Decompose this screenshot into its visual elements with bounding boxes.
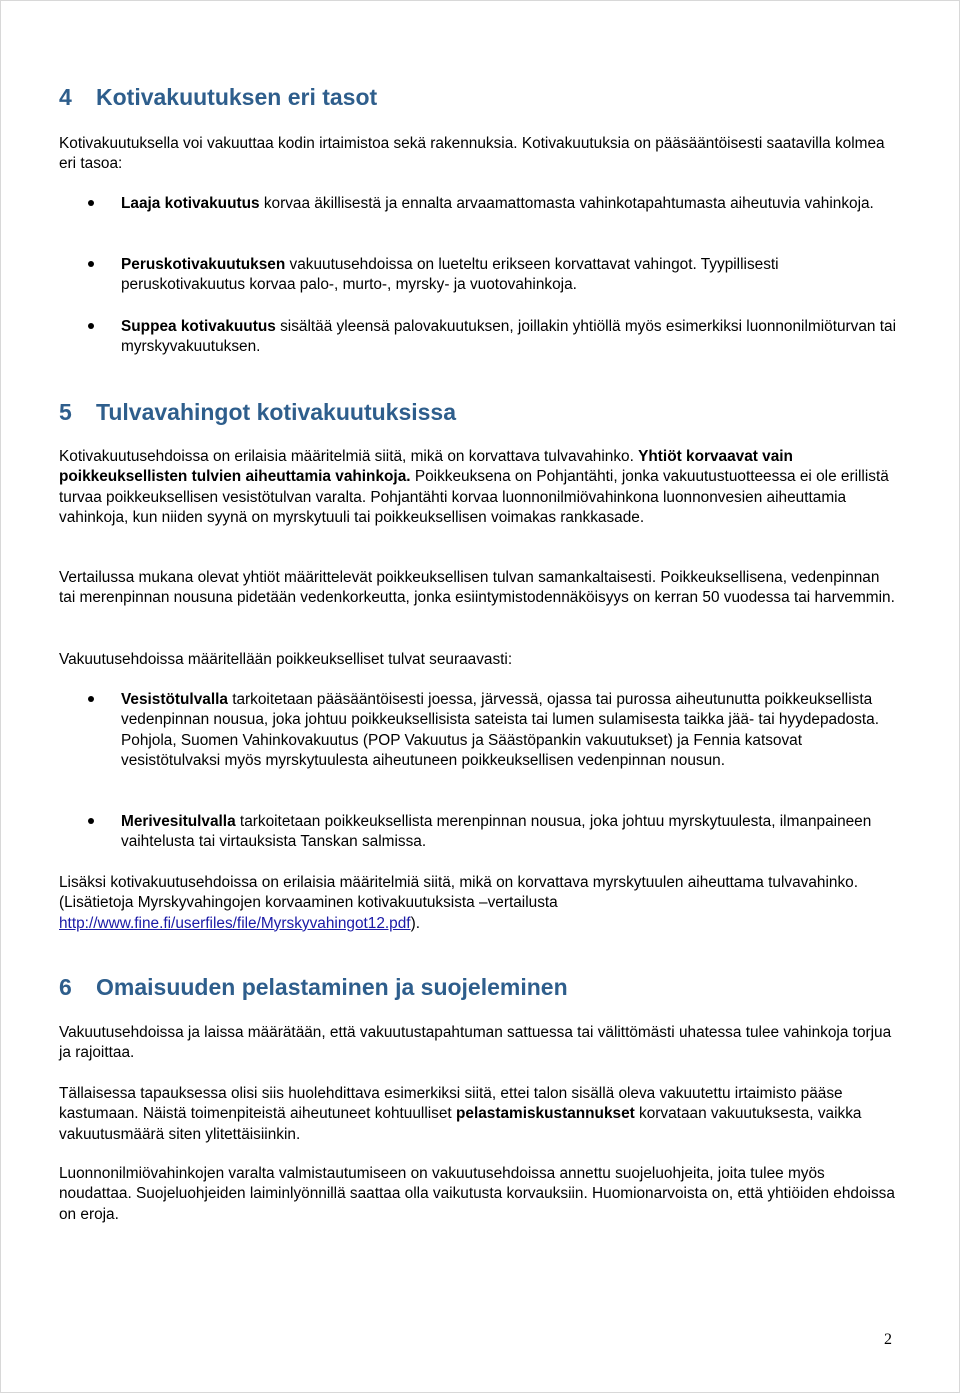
text: Kotivakuutusehdoissa on erilaisia määritelmiä siitä, mikä on korvattava tulvavahinko. (59, 448, 639, 465)
text: korvataan vakuutuksesta, vaikka vakuutusmäärä siten ylitettäisiinkin. (59, 1105, 862, 1143)
section-number: 5 (59, 399, 72, 425)
bullet-icon (88, 696, 94, 702)
section-6-heading (59, 974, 568, 1001)
section-6-paragraph-2 (59, 1084, 897, 1145)
page-number: 2 (884, 1331, 892, 1348)
term: Vesistötulvalla (121, 691, 228, 708)
text: Tällaisessa tapauksessa olisi siis huolehdittava esimerkiksi siitä, ettei talon sisällä oleva vakuutettu irtaimisto pääse kastumaan. Näistä toimenpiteistä aiheutuneet kohtuulliset (59, 1085, 843, 1123)
section-5-paragraph-1 (59, 447, 897, 528)
bullet-icon (88, 200, 94, 206)
list-item-text: korvaa äkillisestä ja ennalta arvaamattomasta vahinkotapahtumasta aiheutuvia vahinkoja. (259, 195, 874, 212)
section-number: 4 (59, 84, 72, 110)
section-4-heading (59, 84, 377, 111)
section-title: Omaisuuden pelastaminen ja suojeleminen (96, 974, 568, 1000)
section-5-paragraph-3: Vakuutusehdoissa määritellään poikkeukselliset tulvat seuraavasti: (59, 651, 513, 668)
list-item-text: vakuutusehdoissa on lueteltu erikseen korvattavat vahingot. Tyypillisesti peruskotivakuutus korvaa palo-, murto-, myrsky- ja vuotovahinkoja. (121, 256, 779, 294)
bullet-icon (88, 323, 94, 329)
list-item-suppea (59, 317, 897, 358)
term: Laaja kotivakuutus (121, 195, 260, 212)
section-number: 6 (59, 974, 72, 1000)
list-item-text: tarkoitetaan pääsääntöisesti joessa, järvessä, ojassa tai purossa aiheutunutta poikkeuksellista vedenpinnan nousua, joka johtuu poikkeuksellisista sateista tai lumen sulamisesta taikka jää- tai hyydepadosta. Pohjola, Suomen Vahinkovakuutus (POP Vakuutus ja Säästöpankin vakuutukset) ja Fennia katsovat vesistötulvaksi myös myrskytuulesta aiheutuneen poikkeuksellisen vedenpinnan nousun. (121, 691, 880, 769)
section-4-intro: Kotivakuutuksella voi vakuuttaa kodin irtaimistoa sekä rakennuksia. Kotivakuutuksia on pääsääntöisesti saatavilla kolmea eri tasoa: (59, 135, 885, 173)
text: ). (410, 914, 420, 932)
bullet-icon (88, 261, 94, 267)
list-item-laaja (59, 194, 897, 214)
text: Poikkeuksena on Pohjantähti, jonka vakuutustuotteessa ei ole erillistä turvaa poikkeuksellisen vesistötulvan varalta. Pohjantähti korvaa luonnonilmiövahinkona luonnonvesien aiheuttamia vahinkoja, kun niiden syynä on myrskytuuli tai poikkeuksellisen voimakas rankkasade. (59, 468, 889, 526)
bullet-icon (88, 818, 94, 824)
myrskyvahingot-link[interactable]: http://www.fine.fi/userfiles/file/Myrskyvahingot12.pdf (59, 914, 411, 932)
section-5-paragraph-2: Vertailussa mukana olevat yhtiöt määrittelevät poikkeuksellisen tulvan samankaltaisesti. Poikkeuksellisena, vedenpinnan tai merenpinnan nousuna pidetään vedenkorkeutta, jonka esiintymistodennäköisyys on kerran 50 vuodessa tai harvemmin. (59, 569, 895, 607)
emphasis: pelastamiskustannukset (455, 1105, 635, 1123)
section-title: Kotivakuutuksen eri tasot (96, 84, 378, 110)
list-item-merivesitulva (59, 812, 897, 853)
list-item-text: tarkoitetaan poikkeuksellista merenpinnan nousua, joka johtuu myrskytuulesta, ilmanpaineen vaihtelusta tai virtauksista Tanskan salmissa. (121, 813, 872, 851)
term: Suppea kotivakuutus (121, 318, 276, 335)
section-5-heading (59, 399, 456, 426)
section-6-paragraph-1: Vakuutusehdoissa ja laissa määrätään, että vakuutustapahtuman sattuessa tai välittömästi uhatessa tulee vahinkoja torjua ja rajoittaa. (59, 1024, 892, 1062)
list-item-vesistotulva (59, 690, 897, 771)
term: Merivesitulvalla (121, 813, 236, 830)
section-6-paragraph-3: Luonnonilmiövahinkojen varalta valmistautumiseen on vakuutusehdoissa annettu suojeluohjeita, joita tulee myös noudattaa. Suojeluohjeiden laiminlyönnillä saattaa olla vaikutusta korvauksiin. Huomionarvoista on, että yhtiöiden ehdoissa on eroja. (59, 1165, 895, 1223)
section-title: Tulvavahingot kotivakuutuksissa (96, 399, 457, 425)
section-5-paragraph-4 (59, 873, 897, 934)
list-item-text: sisältää yleensä palovakuutuksen, joillakin yhtiöllä myös esimerkiksi luonnonilmiöturvan tai myrskyvakuutuksen. (121, 318, 896, 356)
list-item-perus (59, 255, 897, 296)
emphasis: Yhtiöt korvaavat vain poikkeuksellisten tulvien aiheuttamia vahinkoja. (59, 448, 793, 486)
text: Lisäksi kotivakuutusehdoissa on erilaisia määritelmiä siitä, mikä on korvattava myrskytuulen aiheuttama tulvavahinko. (Lisätietoja Myrskyvahingojen korvaaminen kotivakuutuksista –vertailusta (59, 874, 858, 912)
term: Peruskotivakuutuksen (121, 256, 286, 273)
